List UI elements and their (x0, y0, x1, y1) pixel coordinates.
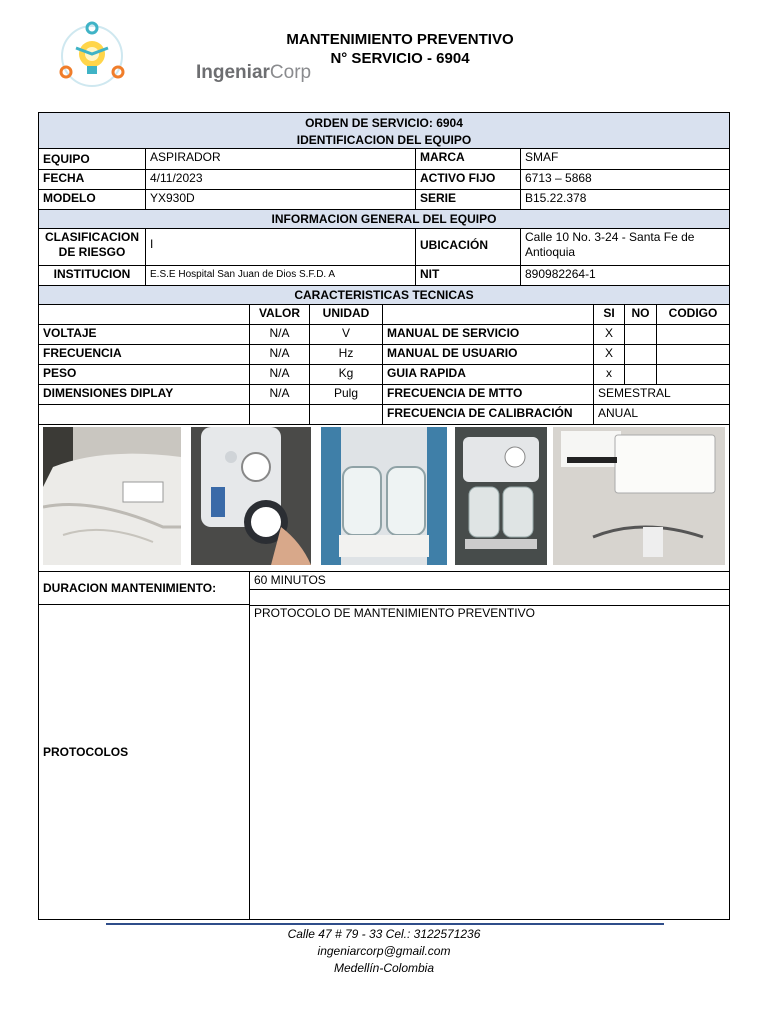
col-si: SI (594, 305, 625, 325)
nit-value: 890982264-1 (521, 266, 729, 286)
codigo-cell (657, 345, 729, 365)
serie-label: SERIE (416, 190, 521, 210)
param-dimensiones: DIMENSIONES DIPLAY (39, 385, 250, 405)
frecuencia-calibracion-value: ANUAL (594, 405, 729, 425)
marca-value: SMAF (521, 149, 729, 170)
ident-row-2 (39, 170, 729, 190)
unidad-cell: Pulg (310, 385, 383, 405)
codigo-cell (657, 325, 729, 345)
doc-manual-servicio: MANUAL DE SERVICIO (383, 325, 594, 345)
brand-bold: Ingeniar (196, 62, 270, 83)
col-no: NO (625, 305, 657, 325)
no-cell (625, 365, 657, 385)
col-valor: VALOR (250, 305, 310, 325)
no-cell (625, 325, 657, 345)
valor-cell: N/A (250, 365, 310, 385)
valor-cell (250, 405, 310, 425)
brand-light: Corp (269, 62, 312, 83)
doc-guia-rapida: GUIA RAPIDA (383, 365, 594, 385)
activo-label: ACTIVO FIJO (416, 170, 521, 190)
si-cell: x (594, 365, 625, 385)
footer-city: Medellín-Colombia (333, 961, 435, 975)
general-band: INFORMACION GENERAL DEL EQUIPO (39, 210, 729, 229)
param-empty (39, 405, 250, 425)
fecha-value: 4/11/2023 (146, 170, 416, 190)
param-peso: PESO (39, 365, 250, 385)
doc-frecuencia-calibracion: FRECUENCIA DE CALIBRACIÓN (383, 405, 594, 425)
logo-icon (56, 20, 136, 90)
unidad-cell: Kg (310, 365, 383, 385)
equipo-value: ASPIRADOR (146, 149, 416, 170)
title-line2: N° SERVICIO - 6904 (330, 50, 470, 67)
activo-value: 6713 – 5868 (521, 170, 729, 190)
valor-cell: N/A (250, 385, 310, 405)
protocols-value: PROTOCOLO DE MANTENIMIENTO PREVENTIVO (254, 606, 535, 620)
title-line1: MANTENIMIENTO PREVENTIVO (286, 31, 514, 48)
footer (0, 926, 768, 977)
photo-device-side (43, 427, 181, 565)
order-title: ORDEN DE SERVICIO: 6904 (305, 116, 463, 130)
param-frecuencia: FRECUENCIA (39, 345, 250, 365)
unidad-cell: V (310, 325, 383, 345)
tech-row (39, 365, 729, 385)
ubicacion-value: Calle 10 No. 3-24 - Santa Fe de Antioquia (521, 229, 729, 266)
duration-label: DURACION MANTENIMIENTO: (39, 572, 250, 605)
protocols-label: PROTOCOLOS (39, 605, 250, 919)
tech-blank (39, 305, 250, 325)
institucion-value: E.S.E Hospital San Juan de Dios S.F.D. A (146, 266, 416, 286)
footer-email: ingeniarcorp@gmail.com (317, 944, 451, 958)
tech-row (39, 345, 729, 365)
clasificacion-label: CLASIFICACION DE RIESGO (39, 229, 146, 266)
photo-collection-jars (321, 427, 447, 565)
footer-rule (106, 923, 664, 925)
nit-label: NIT (416, 266, 521, 286)
ubicacion-label: UBICACIÓN (416, 229, 521, 266)
col-unidad: UNIDAD (310, 305, 383, 325)
serie-value: B15.22.378 (521, 190, 729, 210)
frecuencia-mtto-value: SEMESTRAL (594, 385, 729, 405)
general-row-2 (39, 266, 729, 286)
duration-blank (250, 590, 729, 606)
valor-cell: N/A (250, 345, 310, 365)
doc-blank (383, 305, 594, 325)
photo-full-device (455, 427, 547, 565)
si-cell: X (594, 345, 625, 365)
general-row-1 (39, 229, 729, 266)
equipo-label: EQUIPO (39, 149, 146, 170)
service-form (38, 112, 730, 920)
modelo-value: YX930D (146, 190, 416, 210)
order-band (39, 113, 729, 149)
no-cell (625, 345, 657, 365)
ident-row-1 (39, 149, 729, 170)
protocols-row (39, 605, 729, 919)
technical-band: CARACTERISTICAS TECNICAS (39, 286, 729, 305)
tech-row (39, 385, 729, 405)
valor-cell: N/A (250, 325, 310, 345)
photo-device-label (553, 427, 725, 565)
tech-row (39, 325, 729, 345)
doc-manual-usuario: MANUAL DE USUARIO (383, 345, 594, 365)
duration-value: 60 MINUTOS (250, 572, 729, 590)
duration-row (39, 571, 729, 605)
unidad-cell (310, 405, 383, 425)
clasificacion-value: I (146, 229, 416, 266)
equipment-photos (39, 423, 729, 569)
marca-label: MARCA (416, 149, 521, 170)
fecha-label: FECHA (39, 170, 146, 190)
ident-row-3 (39, 190, 729, 210)
col-codigo: CODIGO (657, 305, 729, 325)
param-voltaje: VOLTAJE (39, 325, 250, 345)
unidad-cell: Hz (310, 345, 383, 365)
doc-frecuencia-mtto: FRECUENCIA DE MTTO (383, 385, 594, 405)
identification-title: IDENTIFICACION DEL EQUIPO (296, 133, 472, 147)
codigo-cell (657, 365, 729, 385)
document-title (250, 30, 550, 68)
footer-address: Calle 47 # 79 - 33 Cel.: 3122571236 (287, 927, 481, 941)
institucion-label: INSTITUCION (39, 266, 146, 286)
photo-pressure-gauge (191, 427, 311, 565)
si-cell: X (594, 325, 625, 345)
tech-header-row (39, 305, 729, 325)
modelo-label: MODELO (39, 190, 146, 210)
tech-row (39, 405, 729, 425)
